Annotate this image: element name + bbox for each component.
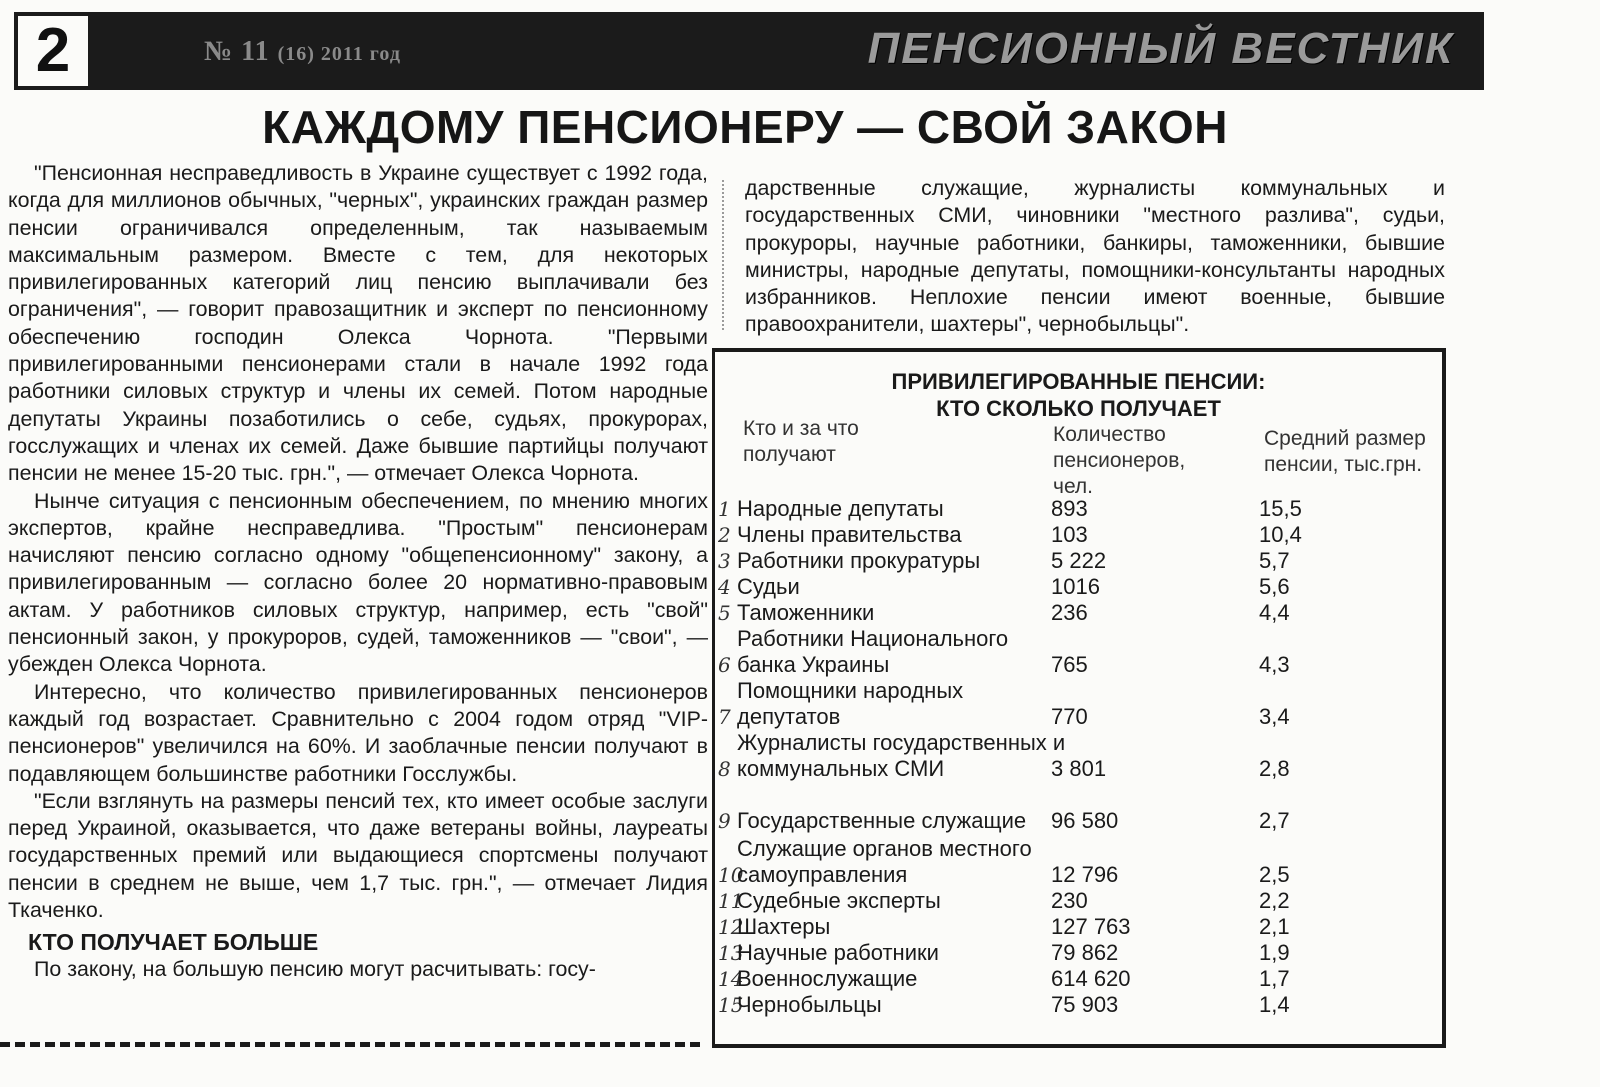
- row-number: 1: [718, 497, 731, 521]
- row-category: Члены правительства: [737, 522, 962, 547]
- row-pensioner-count: 96 580: [1051, 808, 1119, 833]
- paragraph-3: Интересно, что количество привилегированных пенсионеров каждый год возрастает. Сравнительно с 2004 годом отряд "VIP-пенсионеров" увеличился на 60%. И заоблачные пенсии получают в подавляющем большинстве работники Госслужбы.: [8, 679, 708, 786]
- table-title-line-2: КТО СКОЛЬКО ПОЛУЧАЕТ: [936, 396, 1221, 421]
- row-number: 4: [718, 575, 731, 599]
- row-number: 14: [718, 967, 744, 991]
- row-average-pension: 10,4: [1259, 522, 1302, 547]
- row-average-pension: 5,6: [1259, 574, 1290, 599]
- row-pensioner-count: 230: [1051, 888, 1088, 913]
- row-pensioner-count: 75 903: [1051, 992, 1119, 1017]
- row-number: 5: [718, 601, 731, 625]
- row-number: 15: [718, 993, 744, 1017]
- right-column-text: дарственные служащие, журналисты коммунальных и государственных СМИ, чиновники "местного разлива", судьи, прокуроры, научные работники, банкиры, таможенники, бывшие министры, народные депутаты, помощники-консультанты народных избранников. Неплохие пенсии имеют военные, бывшие правоохранители, шахтеры", чернобыльцы".: [745, 176, 1445, 337]
- table-title-line-1: ПРИВИЛЕГИРОВАННЫЕ ПЕНСИИ:: [891, 369, 1266, 394]
- row-pensioner-count: 103: [1051, 522, 1088, 547]
- row-pensioner-count: 236: [1051, 600, 1088, 625]
- row-category: Чернобыльцы: [737, 992, 882, 1017]
- row-category: Таможенники: [737, 600, 875, 625]
- row-pensioner-count: 127 763: [1051, 914, 1131, 939]
- paragraph-4: "Если взглянуть на размеры пенсий тех, кто имеет особые заслуги перед Украиной, оказывается, что даже ветераны войны, лауреаты государственных премий или выдающиеся спортсмены получают пенсии в среднем не выше, чем 1,7 тыс. грн.", — отмечает Лидия Ткаченко.: [8, 788, 708, 923]
- row-average-pension: 2,1: [1259, 914, 1290, 939]
- header-count: Количество пенсионеров, чел.: [1053, 423, 1186, 498]
- closing-paragraph: По закону, на большую пенсию могут расчитывать: госу-: [34, 957, 596, 982]
- row-average-pension: 15,5: [1259, 496, 1302, 521]
- row-pensioner-count: 770: [1051, 704, 1088, 729]
- row-category: Работники Национального банка Украины: [737, 626, 1009, 677]
- row-pensioner-count: 1016: [1051, 574, 1100, 599]
- row-number: 2: [718, 523, 731, 547]
- row-category: Шахтеры: [737, 914, 831, 939]
- row-category: Судьи: [737, 574, 800, 599]
- masthead: [14, 12, 1484, 90]
- row-category: Научные работники: [737, 940, 939, 965]
- table-row: [715, 782, 1442, 834]
- row-average-pension: 1,4: [1259, 992, 1290, 1017]
- row-pensioner-count: 614 620: [1051, 966, 1131, 991]
- row-pensioner-count: 765: [1051, 652, 1088, 677]
- row-number: 13: [718, 941, 744, 965]
- table-title: [715, 368, 1442, 422]
- row-average-pension: 4,4: [1259, 600, 1290, 625]
- row-number: 9: [718, 809, 731, 833]
- row-average-pension: 4,3: [1259, 652, 1290, 677]
- table-row: [715, 574, 1442, 626]
- row-number: 10: [718, 863, 744, 887]
- row-category: Журналисты государственных и коммунальных СМИ: [737, 730, 1066, 781]
- row-category: Служащие органов местного самоуправления: [737, 836, 1032, 887]
- table-row: [715, 626, 1442, 678]
- row-average-pension: 2,2: [1259, 888, 1290, 913]
- row-category: Помощники народных депутатов: [737, 678, 964, 729]
- row-average-pension: 5,7: [1259, 548, 1290, 573]
- row-number: 3: [718, 549, 731, 573]
- row-pensioner-count: 893: [1051, 496, 1088, 521]
- newspaper-name: ПЕНСИОННЫЙ ВЕСТНИК: [867, 24, 1454, 73]
- row-pensioner-count: 12 796: [1051, 862, 1119, 887]
- row-number: 11: [718, 889, 744, 913]
- subheading: КТО ПОЛУЧАЕТ БОЛЬШЕ: [28, 929, 319, 956]
- row-category: Государственные служащие: [737, 808, 1027, 833]
- table-row: [715, 730, 1442, 782]
- row-category: Судебные эксперты: [737, 888, 941, 913]
- page-number: 2: [14, 12, 92, 90]
- row-number: 12: [718, 915, 744, 939]
- table-row: [715, 678, 1442, 730]
- row-pensioner-count: 79 862: [1051, 940, 1119, 965]
- issue-label: № 11: [204, 36, 270, 67]
- row-category: Работники прокуратуры: [737, 548, 981, 573]
- row-number: 6: [718, 653, 731, 677]
- bottom-rule: [0, 1042, 700, 1053]
- article-left-column: [8, 160, 708, 984]
- row-pensioner-count: 3 801: [1051, 756, 1107, 781]
- header-who: Кто и за что получают: [743, 417, 859, 466]
- row-average-pension: 1,7: [1259, 966, 1290, 991]
- article-right-column: [745, 175, 1445, 339]
- row-category: Военнослужащие: [737, 966, 918, 991]
- row-average-pension: 2,5: [1259, 862, 1290, 887]
- row-number: 7: [718, 705, 731, 729]
- row-average-pension: 2,8: [1259, 756, 1290, 781]
- pension-table-box: [712, 348, 1446, 1048]
- row-average-pension: 1,9: [1259, 940, 1290, 965]
- table-row: [715, 966, 1442, 1018]
- paragraph-2: Нынче ситуация с пенсионным обеспечением, по мнению многих экспертов, крайне несправедлива. "Простым" пенсионерам начисляют пенсию согласно одному "общепенсионному" закону, а привилегированным — согласно более 20 нормативно-правовым актам. У работников силовых структур, например, есть "свой" пенсионный закон, у прокуроров, судей, таможенников — "свои", — убежден Олекса Чорнота.: [8, 488, 708, 677]
- row-category: Народные депутаты: [737, 496, 944, 521]
- row-pensioner-count: 5 222: [1051, 548, 1107, 573]
- row-average-pension: 2,7: [1259, 808, 1290, 833]
- article-headline: КАЖДОМУ ПЕНСИОНЕРУ — СВОЙ ЗАКОН: [262, 101, 1228, 153]
- column-divider: [722, 180, 724, 330]
- issue-number: [204, 36, 401, 68]
- issue-detail: (16) 2011 год: [277, 43, 401, 65]
- row-number: 8: [718, 757, 731, 781]
- paragraph-1: "Пенсионная несправедливость в Украине существует с 1992 года, когда для миллионов обычных, "черных", украинских граждан размер пенсии ограничивался определенным, так называемым максимальным размером. Вместе с тем, для некоторых привилегированных категорий лиц пенсию выплачивали без ограничения", — говорит правозащитник и эксперт по пенсионному обеспечению господин Олекса Чорнота. "Первыми привилегированными пенсионерами стали в начале 1992 года работники силовых структур и члены их семей. Потом народные депутаты Украины позаботились о себе, судьях, прокурорах, госслужащих и членах их семей. Даже бывшие партийцы получают пенсии не менее 15-20 тыс. грн.", — отмечает Олекса Чорнота.: [8, 161, 708, 486]
- row-average-pension: 3,4: [1259, 704, 1290, 729]
- header-pension: Средний размер пенсии, тыс.грн.: [1264, 427, 1426, 476]
